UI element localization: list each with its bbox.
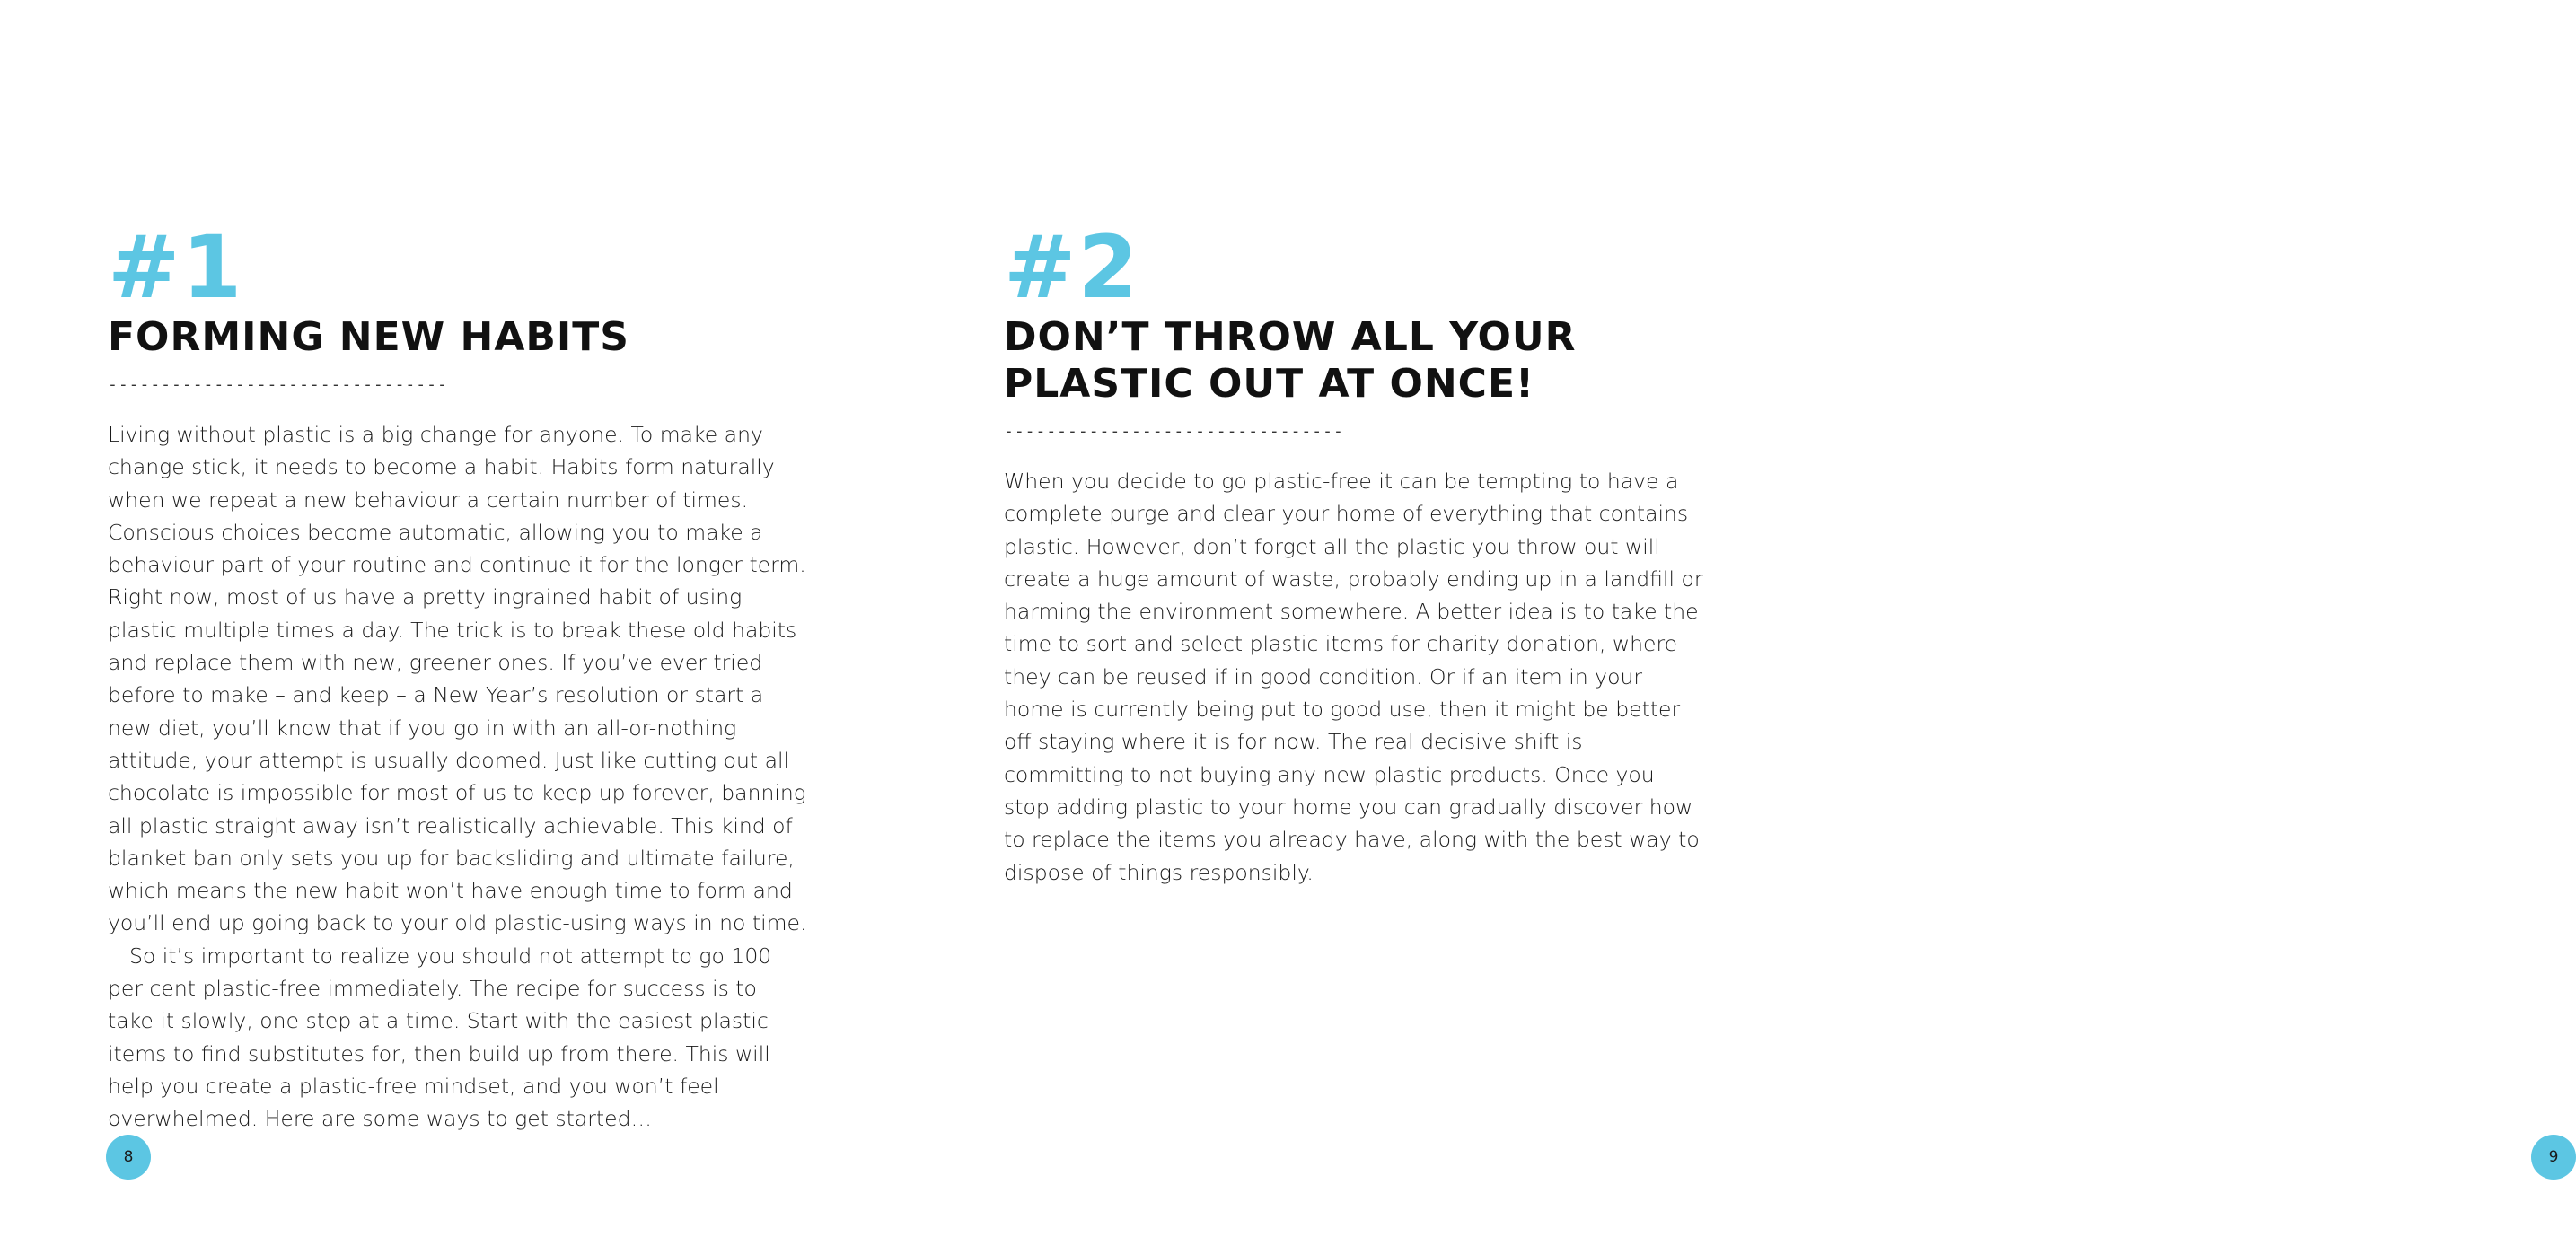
section-title <box>1004 314 1704 408</box>
section-body <box>108 418 808 1136</box>
dashed-divider: -------------------------------- <box>1004 422 1344 441</box>
section-title-line: DON’T THROW ALL YOUR <box>1004 314 1577 360</box>
section-number: #2 <box>1004 217 1140 318</box>
left-page <box>0 0 891 1237</box>
right-page <box>891 0 2559 1237</box>
section-body <box>1004 465 1704 889</box>
body-paragraph: Living without plastic is a big change for anyone. To make any change stick, it needs to become a habit. Habits form naturally when we repeat a new behaviour a certain number of times. Conscious choices become automatic, allowing you to make a behaviour part of your routine and continue it for the longer term. Right now, most of us have a pretty ingrained habit of using plastic multiple times a day. The trick is to break these old habits and replace them with new, greener ones. If you’ve ever tried before to make – and keep – a New Year’s resolution or start a new diet, you’ll know that if you go in with an all-or-nothing attitude, your attempt is usually doomed. Just like cutting out all chocolate is impossible for most of us to keep up forever, banning all plastic straight away isn’t realistically achievable. This kind of blanket ban only sets you up for backsliding and ultimate failure, which means the new habit won’t have enough time to form and you’ll end up going back to your old plastic-using ways in no time. <box>108 422 807 936</box>
section-dont-throw-all-plastic <box>1004 217 1704 889</box>
body-paragraph: When you decide to go plastic-free it can be tempting to have a complete purge and clear your home of everything that contains plastic. However, don’t forget all the plastic you throw out will create a huge amount of waste, probably ending up in a landfill or harming the environment somewhere. A better idea is to take the time to sort and select plastic items for charity donation, where they can be reused if in good condition. Or if an item in your home is currently being put to good use, then it might be better off staying where it is for now. The real decisive shift is committing to not buying any new plastic products. Once you stop adding plastic to your home you can gradually discover how to replace the items you already have, along with the best way to dispose of things responsibly. <box>1004 469 1703 885</box>
section-forming-new-habits <box>108 217 808 1136</box>
dashed-divider: -------------------------------- <box>108 375 448 394</box>
section-title: FORMING NEW HABITS <box>108 314 629 360</box>
section-title-line: PLASTIC OUT AT ONCE! <box>1004 361 1535 407</box>
body-paragraph: So it’s important to realize you should not attempt to go 100 per cent plastic-free immediately. The recipe for success is to take it slowly, one step at a time. Start with the easiest plastic items to find substitutes for, then build up from there. This will help you create a plastic-free mindset, and you won’t feel overwhelmed. Here are some ways to get started… <box>108 943 772 1132</box>
page-number-badge: 9 <box>2531 1135 2576 1180</box>
page-number-badge: 8 <box>106 1135 151 1180</box>
section-number: #1 <box>108 217 244 318</box>
